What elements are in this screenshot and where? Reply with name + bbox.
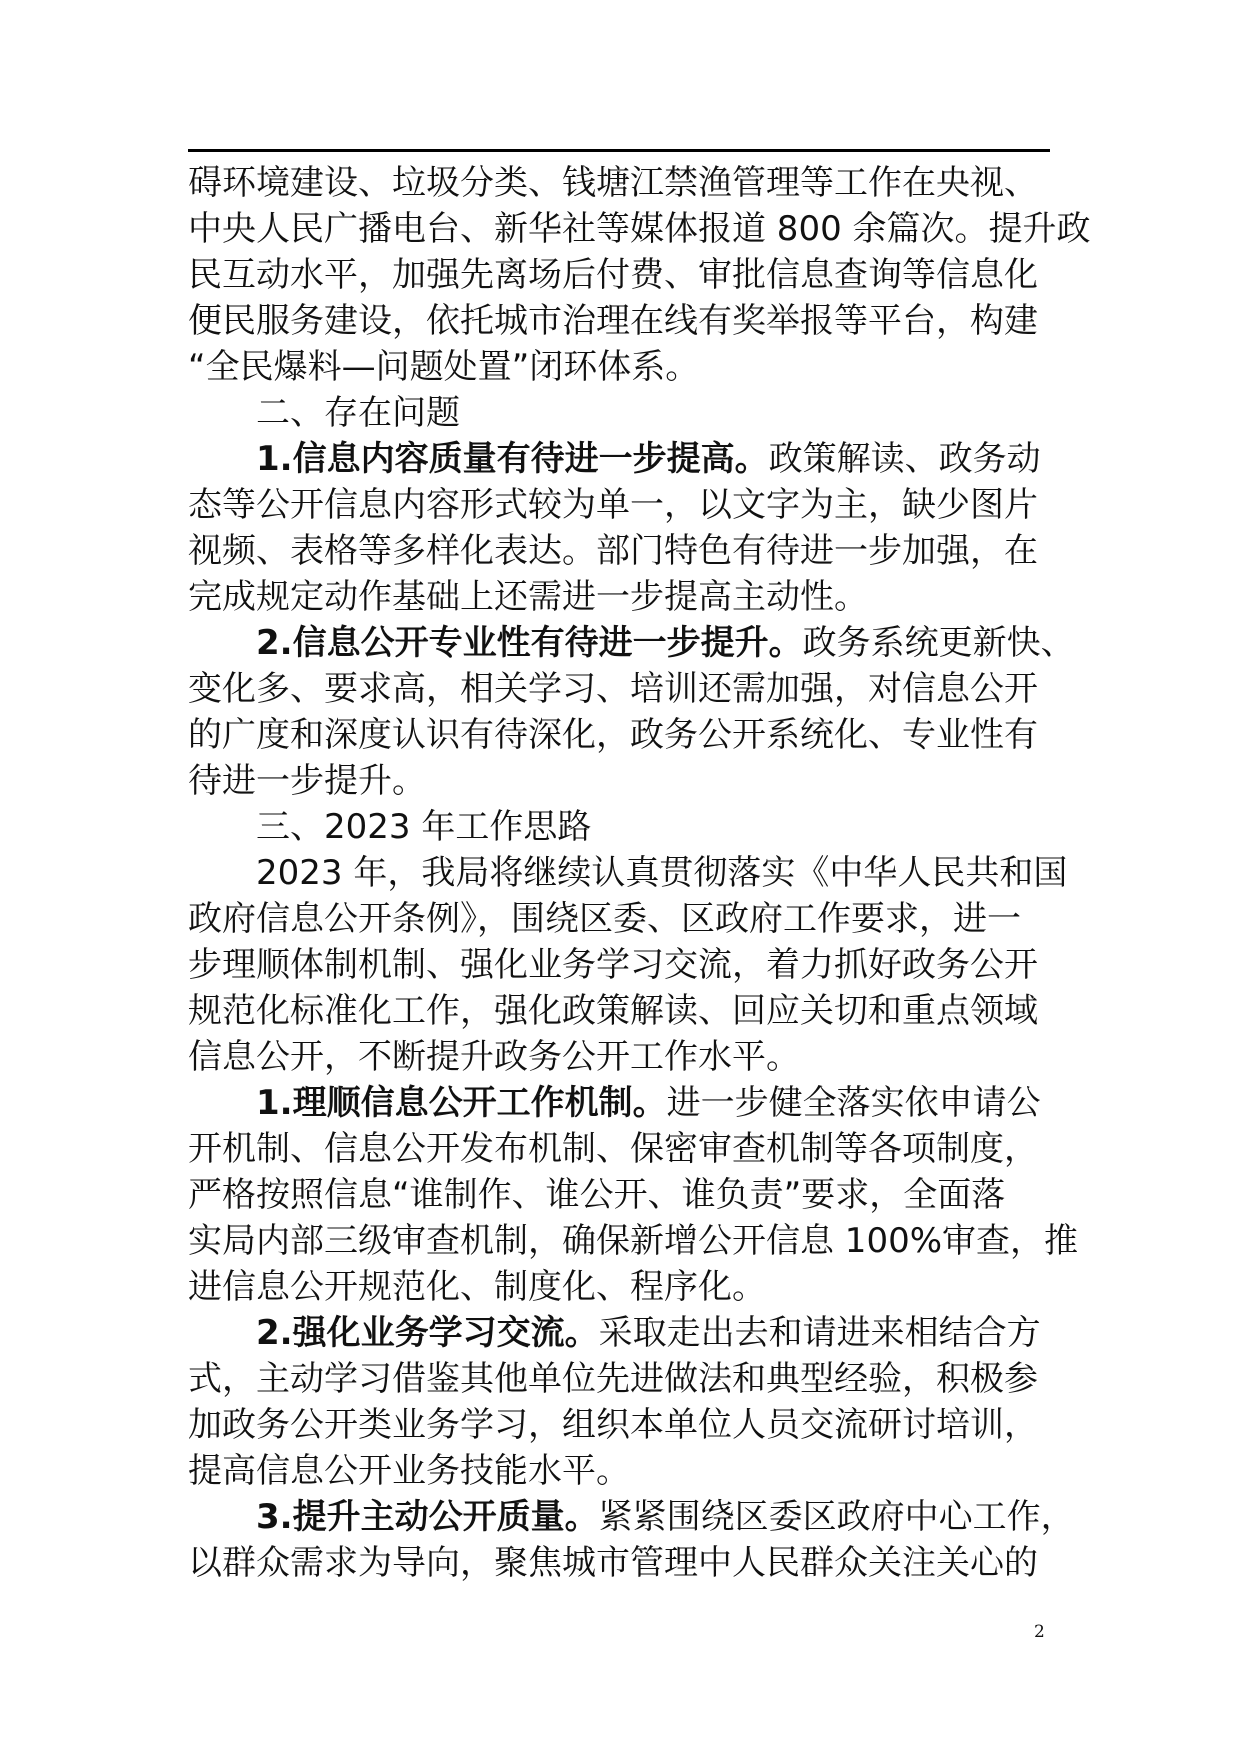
issue1-first-line [188,436,1068,482]
body-line: 完成规定动作基础上还需进一步提高主动性。 [188,577,868,617]
page-number: 2 [1034,1622,1045,1642]
plan1-first-text: 进一步健全落实依申请公 [666,1083,1041,1123]
issue2-title: 2.信息公开专业性有待进一步提升。 [256,623,803,663]
section3-intro-line: 2023 年，我局将继续认真贯彻落实《中华人民共和国 [256,853,1068,893]
body-line: 变化多、要求高，相关学习、培训还需加强，对信息公开 [188,669,1038,709]
issue2-first-line [188,620,1075,666]
document-body [188,160,1091,1586]
body-line: 严格按照信息“谁制作、谁公开、谁负责”要求，全面落 [188,1175,1006,1215]
issue1-first-text: 政策解读、政务动 [768,439,1041,479]
body-line: 步理顺体制机制、强化业务学习交流，着力抓好政务公开 [188,945,1038,985]
body-line: 信息公开，不断提升政务公开工作水平。 [188,1037,800,1077]
header-rule [188,149,1050,152]
body-line: 态等公开信息内容形式较为单一，以文字为主，缺少图片 [188,485,1038,525]
body-line: 民互动水平，加强先离场后付费、审批信息查询等信息化 [188,255,1038,295]
plan2-title: 2.强化业务学习交流。 [256,1313,599,1353]
section-heading-problems: 二、存在问题 [256,393,460,433]
body-line: 开机制、信息公开发布机制、保密审查机制等各项制度， [188,1129,1038,1169]
body-line: 实局内部三级审查机制，确保新增公开信息 100%审查，推 [188,1221,1079,1261]
body-line: “全民爆料—问题处置”闭环体系。 [188,347,700,387]
body-line: 规范化标准化工作，强化政策解读、回应关切和重点领域 [188,991,1038,1031]
plan2-first-line [188,1310,1068,1356]
body-line: 视频、表格等多样化表达。部门特色有待进一步加强，在 [188,531,1038,571]
plan3-first-text: 紧紧围绕区委区政府中心工作， [598,1497,1075,1537]
body-line: 加政务公开类业务学习，组织本单位人员交流研讨培训， [188,1405,1038,1445]
body-line: 待进一步提升。 [188,761,426,801]
body-line: 的广度和深度认识有待深化，政务公开系统化、专业性有 [188,715,1038,755]
issue2-first-text: 政务系统更新快、 [802,623,1075,663]
plan2-first-text: 采取走出去和请进来相结合方 [598,1313,1041,1353]
body-line: 便民服务建设，依托城市治理在线有奖举报等平台，构建 [188,301,1038,341]
issue1-title: 1.信息内容质量有待进一步提高。 [256,439,769,479]
body-line: 碍环境建设、垃圾分类、钱塘江禁渔管理等工作在央视、 [188,163,1038,203]
body-line: 政府信息公开条例》，围绕区委、区政府工作要求，进一 [188,899,1021,939]
body-line: 以群众需求为导向，聚焦城市管理中人民群众关注关心的 [188,1543,1038,1583]
body-line: 中央人民广播电台、新华社等媒体报道 800 余篇次。提升政 [188,209,1091,249]
body-line: 式，主动学习借鉴其他单位先进做法和典型经验，积极参 [188,1359,1038,1399]
plan1-title: 1.理顺信息公开工作机制。 [256,1083,667,1123]
plan3-first-line [188,1494,1075,1540]
plan1-first-line [188,1080,1068,1126]
plan3-title: 3.提升主动公开质量。 [256,1497,599,1537]
body-line: 进信息公开规范化、制度化、程序化。 [188,1267,766,1307]
body-line: 提高信息公开业务技能水平。 [188,1451,630,1491]
section-heading-plans: 三、2023 年工作思路 [256,807,592,847]
